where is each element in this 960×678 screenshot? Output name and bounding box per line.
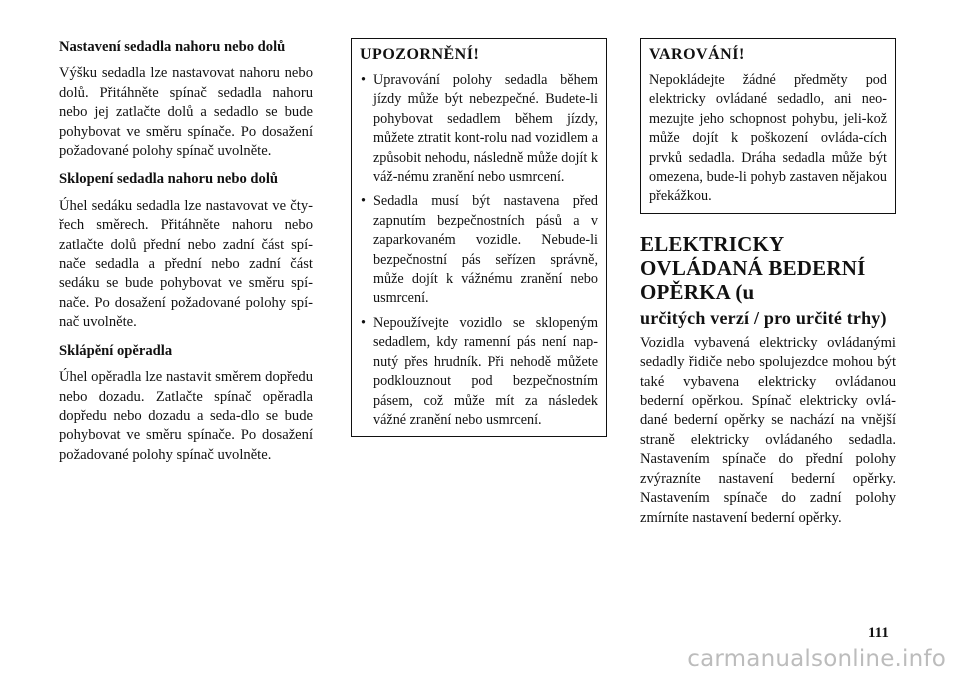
section-heading (640, 232, 896, 330)
subsection-title-seat-tilt: Sklopení sedadla nahoru nebo dolů (59, 171, 278, 188)
section-heading-main: ELEKTRICKY OVLÁDANÁ BEDERNÍ OPĚRKA (u (640, 231, 866, 304)
warning-list (360, 71, 598, 430)
warning-box (351, 38, 607, 437)
section-heading-sub: určitých verzí / pro určité trhy) (640, 307, 887, 328)
warning-item (360, 314, 598, 430)
warning-item (360, 71, 598, 187)
caution-box (640, 38, 896, 214)
caution-title: VAROVÁNÍ! (649, 46, 745, 63)
warning-item-text: Nepoužívejte vozidlo se sklopeným sedadlem, kdy ramenní pás není nap-nutý přes hrudník. Při nehodě můžete podklouznout pod bezpečnostním pásem, což může mít za následek vážné zranění nebo usmrcení. (373, 314, 598, 428)
right-column (640, 38, 896, 537)
left-column (59, 38, 313, 474)
bullet: • (361, 314, 366, 331)
warning-item (360, 192, 598, 308)
paragraph-recline: Úhel opěradla lze nastavit směrem dopředu nebo dozadu. Zatlačte spínač opěradla dopředu nebo dozadu a seda-dlo se bude pohybovat ve směru spínače. Po dosažení požadované polohy spínač uvolněte. (59, 369, 313, 463)
paragraph-seat-tilt: Úhel sedáku sedadla lze nastavovat ve čty-řech směrech. Přitáhněte nahoru nebo zatlačte dolů přední nebo zadní část spí-nače sedadla a přední nebo zadní část sedáku se bude pohybovat ve směru spí-nače. Po dosažení požadované polohy spí-nač uvolněte. (59, 197, 313, 331)
subsection-title-seat-height: Nastavení sedadla nahoru nebo dolů (59, 39, 286, 55)
paragraph-seat-height: Výšku sedadla lze nastavovat nahoru nebo dolů. Přitáhněte spínač sedadla nahoru nebo jej zatlačte dolů a sedadlo se bude pohybovat ve směru spínače. Po dosažení požadované polohy spínač uvolněte. (59, 65, 313, 160)
subsection-title-recline: Sklápění opěradla (59, 342, 173, 359)
warning-title: UPOZORNĚNÍ! (360, 46, 480, 63)
page-number: 111 (868, 625, 889, 641)
watermark: carmanualsonline.info (687, 646, 946, 672)
warning-item-text: Upravování polohy sedadla během jízdy může být nebezpečné. Budete-li pohybovat sedadlem během jízdy, můžete ztratit kont-rolu nad vozidlem a způsobit nehodu, následně může dojít k váž-nému zranění nebo usmrcení. (373, 72, 598, 186)
middle-column (351, 38, 607, 437)
paragraph-lumbar: Vozidla vybavená elektricky ovládanými sedadly řidiče nebo spolujezdce mohou být také vybavena elektricky ovládanou bederní opěrkou. Spínač elektricky ovlá-dané bederní opěrky se nachází na vnější straně elektricky ovládaného sedadla. Nastavením spínače do přední polohy zvýrazníte nastavení bederní opěrky. Nastavením spínače do zadní polohy zmírníte nastavení bederní opěrky. (640, 334, 896, 526)
caution-text: Nepokládejte žádné předměty pod elektricky ovládané sedadlo, ani neo-mezujte jeho schopnost pohybu, jeli-kož může dojít k poškození ovláda-cích prvků sedadla. Dráha sedadla může být omezena, bude-li pohyb zastaven nějakou překážkou. (649, 72, 887, 205)
bullet: • (361, 72, 366, 88)
warning-item-text: Sedadla musí být nastavena před zapnutím bezpečnostních pásů a v zaparkovaném vozidle. Nebude-li bezpečnostní pás seřízen správně, může dojít k vážnému zranění nebo usmrcení. (373, 193, 598, 307)
bullet: • (361, 193, 366, 210)
